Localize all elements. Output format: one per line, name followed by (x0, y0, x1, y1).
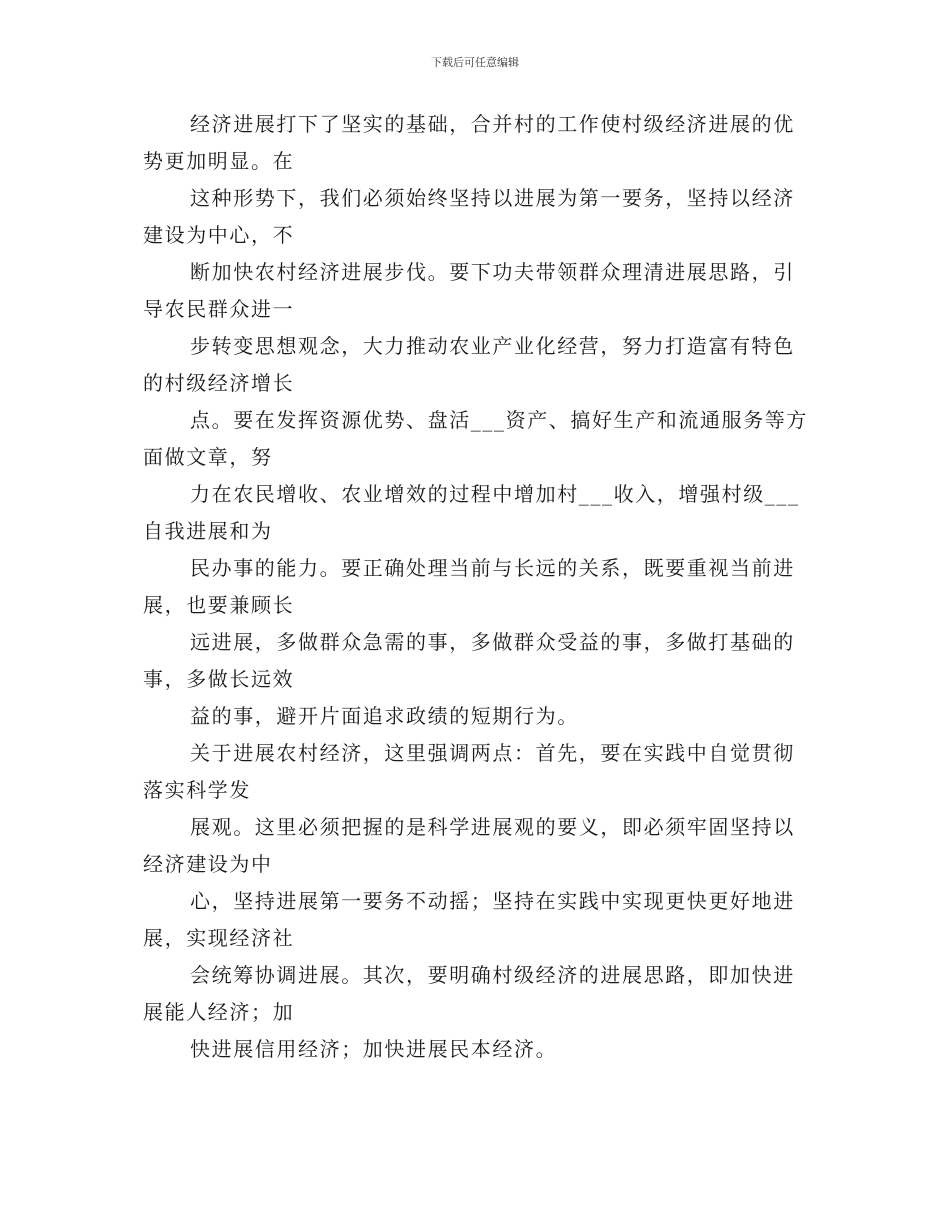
paragraph: 断加快农村经济进展步伐。要下功夫带领群众理清进展思路，引导农民群众进一 (143, 260, 795, 321)
paragraph: 心，坚持进展第一要务不动摇；坚持在实践中实现更快更好地进展，实现经济社 (143, 889, 795, 950)
paragraph: 会统筹协调进展。其次，要明确村级经济的进展思路，即加快进展能人经济；加 (143, 963, 795, 1024)
paragraph: 益的事，避开片面追求政绩的短期行为。 (190, 704, 579, 728)
paragraph: 这种形势下，我们必须始终坚持以进展为第一要务，坚持以经济建设为中心，不 (143, 186, 795, 247)
paragraph: 力在农民增收、农业增效的过程中增加村___收入，增强村级___自我进展和为 (143, 482, 800, 543)
paragraph: 远进展，多做群众急需的事，多做群众受益的事，多做打基础的事，多做长远效 (143, 630, 795, 691)
paragraph: 点。要在发挥资源优势、盘活___资产、搞好生产和流通服务等方面做文章，努 (143, 408, 808, 469)
document-body (143, 106, 813, 1068)
paragraph: 关于进展农村经济，这里强调两点：首先，要在实践中自觉贯彻落实科学发 (143, 741, 795, 802)
paragraph: 展观。这里必须把握的是科学进展观的要义，即必须牢固坚持以经济建设为中 (143, 815, 795, 876)
paragraph: 民办事的能力。要正确处理当前与长远的关系，既要重视当前进展，也要兼顾长 (143, 556, 795, 617)
page-header: 下载后可任意编辑 (431, 56, 519, 69)
paragraph: 经济进展打下了坚实的基础，合并村的工作使村级经济进展的优势更加明显。在 (143, 112, 795, 173)
paragraph: 步转变思想观念，大力推动农业产业化经营，努力打造富有特色的村级经济增长 (143, 334, 795, 395)
paragraph: 快进展信用经济；加快进展民本经济。 (190, 1037, 558, 1061)
